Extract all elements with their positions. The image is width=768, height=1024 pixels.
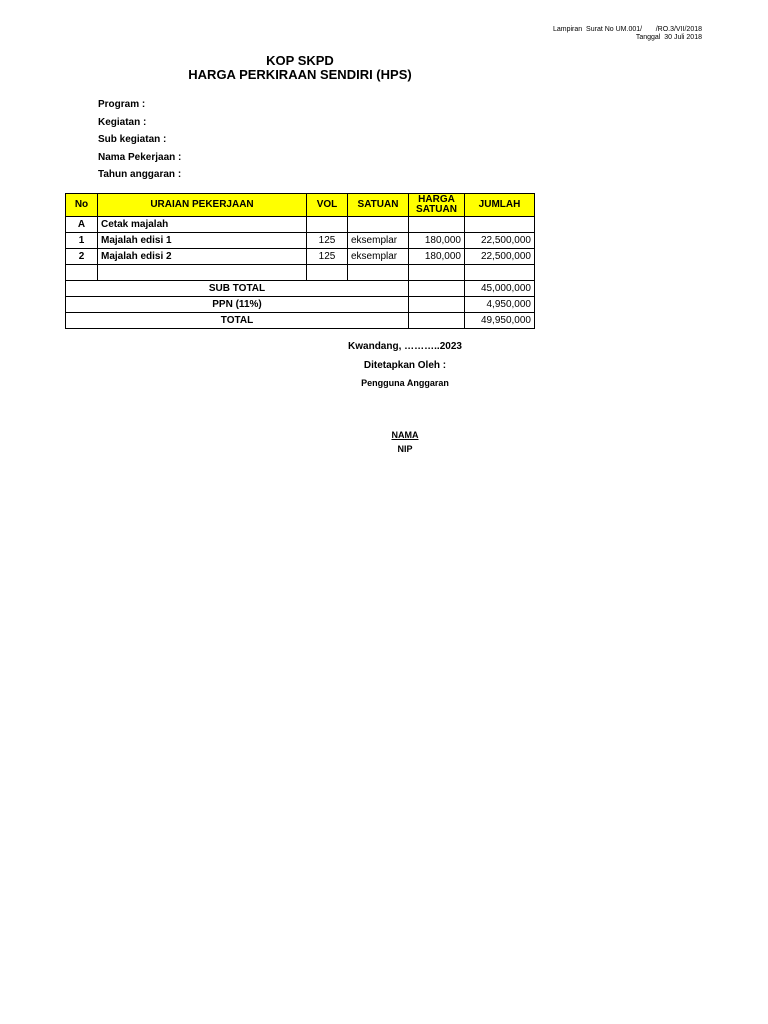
ppn-row [66, 297, 535, 313]
signer-role: Pengguna Anggaran [361, 378, 449, 388]
table-row [66, 265, 535, 281]
document-letterhead: KOP SKPD [266, 53, 334, 68]
header-harga-line1: HARGA [418, 194, 455, 205]
subtotal-row [66, 281, 535, 297]
header-harga-line2: SATUAN [416, 204, 457, 215]
info-block [98, 99, 181, 187]
ditetapkan-label: Ditetapkan Oleh : [363, 360, 447, 371]
cell-satuan: eksemplar [348, 233, 409, 249]
cell-uraian: Cetak majalah [98, 217, 307, 233]
cell-vol: 125 [307, 233, 348, 249]
place-date: Kwandang, ………..2023 [348, 341, 462, 352]
kegiatan-label: Kegiatan : [98, 116, 147, 128]
cell-no: 1 [66, 233, 98, 249]
cell-vol [307, 265, 348, 281]
document-title: HARGA PERKIRAAN SENDIRI (HPS) [188, 67, 412, 82]
signer-nip: NIP [397, 444, 413, 454]
subtotal-value: 45,000,000 [465, 281, 535, 297]
ppn-value: 4,950,000 [465, 297, 535, 313]
table-row [66, 233, 535, 249]
ppn-label: PPN (11%) [66, 297, 409, 313]
cell-uraian [98, 265, 307, 281]
cell-harga: 180,000 [409, 249, 465, 265]
cell-harga [409, 265, 465, 281]
total-value: 49,950,000 [465, 313, 535, 329]
cell-uraian: Majalah edisi 2 [98, 249, 307, 265]
cell-vol: 125 [307, 249, 348, 265]
cell-no: A [66, 217, 98, 233]
header-vol: VOL [307, 194, 348, 217]
subtotal-label: SUB TOTAL [66, 281, 409, 297]
header-satuan: SATUAN [348, 194, 409, 217]
cell-jumlah [465, 265, 535, 281]
program-label: Program : [98, 99, 146, 110]
sub-kegiatan-label: Sub kegiatan : [98, 134, 167, 145]
attachment-reference [553, 26, 702, 42]
nama-pekerjaan-label: Nama Pekerjaan : [98, 151, 182, 163]
hps-table [65, 193, 535, 329]
total-label: TOTAL [66, 313, 409, 329]
attachment-line-2: Tanggal 30 Juli 2018 [635, 34, 702, 41]
cell-no [66, 265, 98, 281]
cell-vol [307, 217, 348, 233]
cell-satuan: eksemplar [348, 249, 409, 265]
cell-no: 2 [66, 249, 98, 265]
cell-jumlah [465, 217, 535, 233]
header-uraian: URAIAN PEKERJAAN [98, 194, 307, 217]
header-jumlah: JUMLAH [465, 194, 535, 217]
table-header-row [66, 194, 535, 217]
header-no: No [66, 194, 98, 217]
tahun-anggaran-label: Tahun anggaran : [98, 169, 182, 180]
cell-uraian: Majalah edisi 1 [98, 233, 307, 249]
header-harga-satuan [409, 194, 465, 217]
attachment-line-1: Lampiran Surat No UM.001/ /RO.3/VII/2018 [552, 26, 702, 33]
subtotal-empty [409, 281, 465, 297]
cell-satuan [348, 265, 409, 281]
cell-jumlah: 22,500,000 [465, 249, 535, 265]
table-row [66, 217, 535, 233]
ppn-empty [409, 297, 465, 313]
cell-harga [409, 217, 465, 233]
cell-satuan [348, 217, 409, 233]
cell-jumlah: 22,500,000 [465, 233, 535, 249]
total-empty [409, 313, 465, 329]
cell-harga: 180,000 [409, 233, 465, 249]
total-row [66, 313, 535, 329]
signer-name: NAMA [391, 430, 419, 440]
table-row [66, 249, 535, 265]
